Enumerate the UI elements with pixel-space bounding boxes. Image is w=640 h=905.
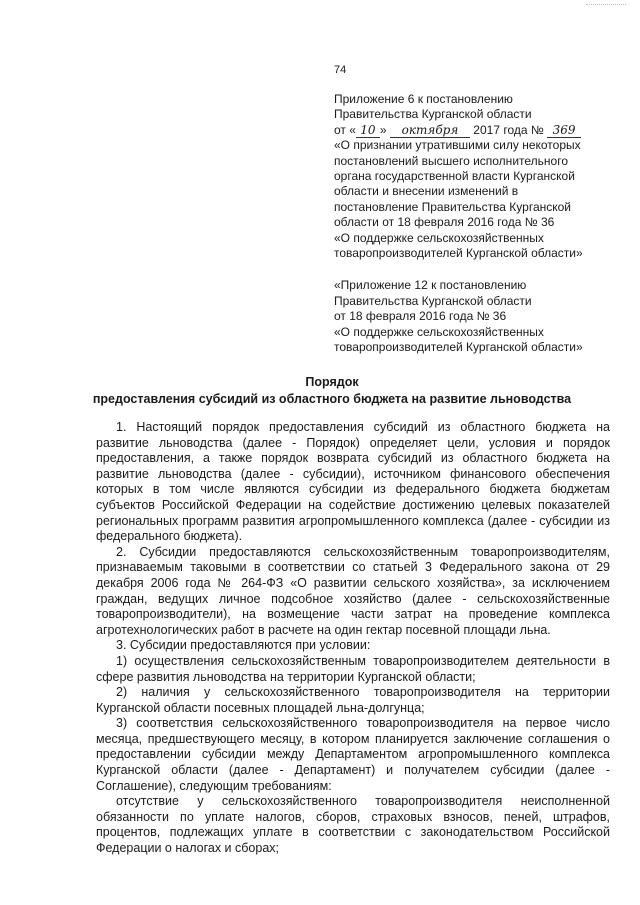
quote-line: области от 18 февраля 2016 года № 36 [334,215,555,230]
quote-line: постановлений высшего исполнительного [334,153,568,168]
paragraph: 3. Субсидии предоставляются при условии: [116,638,371,653]
appendix-date-line [334,123,604,138]
appendix-line-2: Правительства Курганской области [334,107,532,122]
second-appendix-line: Правительства Курганской области [334,293,532,308]
paragraph: 2) наличия у сельскохозяйственного товаропроизводителя на территории Курганской области посевных площадей льна-долгунца; [96,685,610,715]
handwritten-day: 10 [356,124,380,138]
handwritten-doc-number: 369 [547,124,581,138]
quote-line: постановление Правительства Курганской [334,199,572,214]
paragraph: отсутствие у сельскохозяйственного товаропроизводителя неисполненной обязанности по уплате налогов, сборов, страховых взносов, пеней, штрафов, процентов, подлежащих уплате в соответствии с законодательством Российской Федерации о налогах и сборах; [96,794,610,856]
quote-line: области и внесении изменений в [334,184,519,199]
title-line-1: Порядок [305,375,359,389]
second-appendix-line: «О поддержке сельскохозяйственных [334,324,544,339]
second-appendix-line: от 18 февраля 2016 года № 36 [334,309,507,324]
appendix-line-1: Приложение 6 к постановлению [334,92,513,106]
second-appendix-line: товаропроизводителей Курганской области» [334,340,583,355]
date-prefix: от « [334,122,356,137]
date-year: 2017 года № [473,122,544,137]
handwritten-month: октября [390,124,470,138]
paragraph: 1. Настоящий порядок предоставления субсидий из областного бюджета на развитие льноводства (далее - Порядок) определяет цели, условия и порядок предоставления, а также порядок возврата субсидий из областного бюджета на развитие льноводства (далее - субсидии), источником финансового обеспечения которых в том числе являются субсидии из федерального бюджета бюджетам субъектов Российской Федерации на содействие достижению целевых показателей региональных программ развития агропромышленного комплекса (далее - субсидии из федерального бюджета). [96,420,610,544]
second-appendix-line: «Приложение 12 к постановлению [334,278,527,293]
document-body [96,420,610,857]
paragraph: 2. Субсидии предоставляются сельскохозяйственным товаропроизводителям, признаваемым таковыми в соответствии со статьей 3 Федерального закона от 29 декабря 2006 года № 264-ФЗ «О развитии сельского хозяйства», за исключением граждан, ведущих личное подсобное хозяйство (далее - сельскохозяйственные товаропроизводители), на возмещение части затрат на проведение комплекса агротехнологических работ в расчете на один гектар посевной площади льна. [96,544,610,637]
page-number: 74 [334,64,347,76]
document-title [40,374,624,408]
title-line-2: предоставления субсидий из областного бюджета на развитие льноводства [92,392,572,406]
paragraph: 1) осуществления сельскохозяйственным товаропроизводителем деятельности в сфере развития льноводства на территории Курганской области; [96,653,610,684]
scan-corner-mark [586,4,626,11]
quote-line: товаропроизводителей Курганской области» [334,246,583,261]
date-mid: » [379,122,387,137]
appendix-header [334,92,604,356]
paragraph: 3) соответствия сельскохозяйственного товаропроизводителя на первое число месяца, предшествующего месяцу, в котором планируется заключение соглашения о предоставлении субсидии между Департаментом агропромышленного комплекса Курганской области (далее - Департамент) и получателем субсидии (далее - Соглашение), следующим требованиям: [96,716,610,793]
quote-line: «О поддержке сельскохозяйственных [334,230,544,245]
quote-line: органа государственной власти Курганской [334,169,575,184]
spacer [334,261,604,278]
quote-line: «О признании утратившими силу некоторых [334,138,581,153]
